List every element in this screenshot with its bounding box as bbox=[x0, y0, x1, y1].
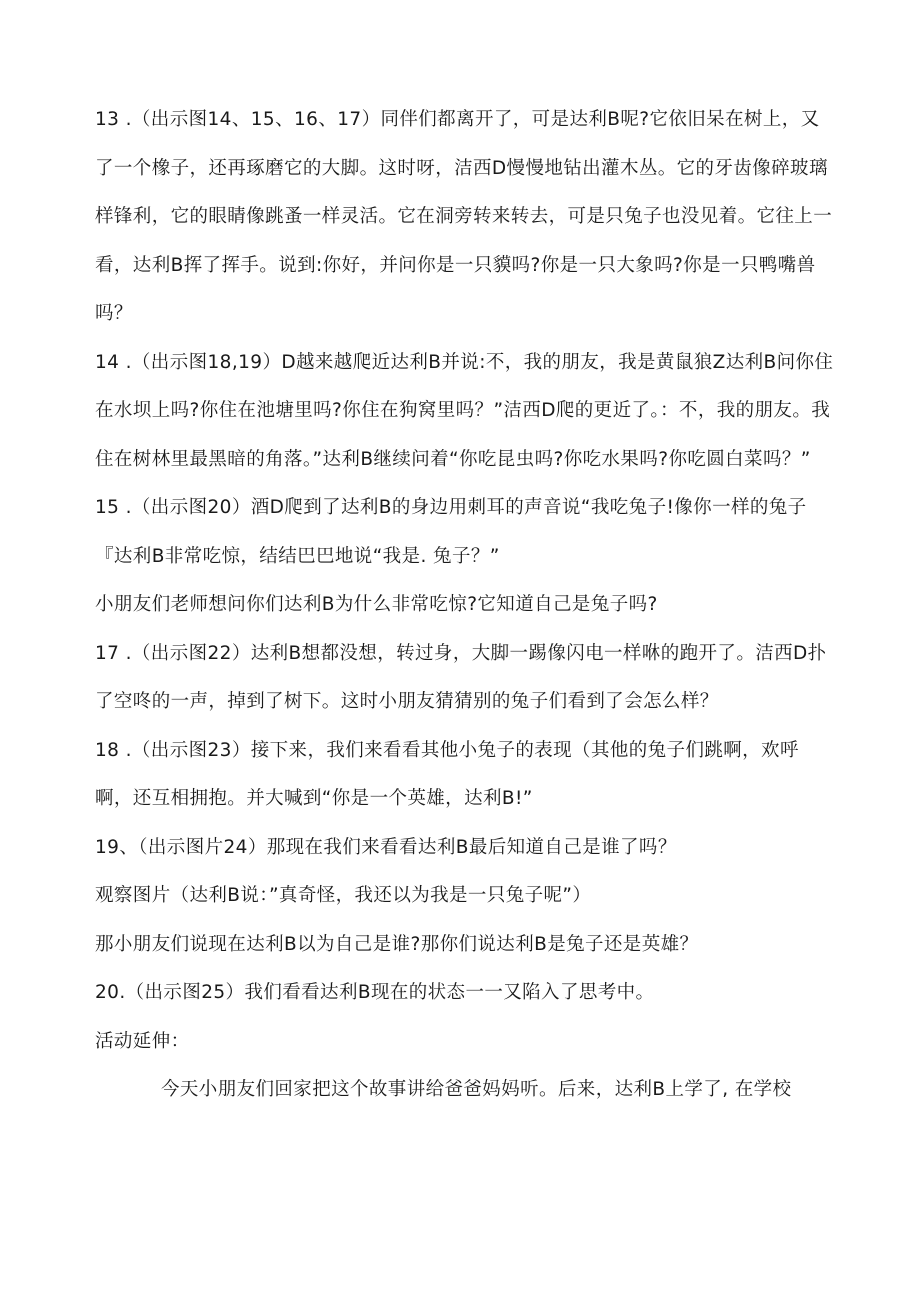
extension-body: 今天小朋友们回家把这个故事讲给爸爸妈妈听。后来，达利B上学了, 在学校 bbox=[161, 1079, 792, 1100]
paragraph-19: 19、（出示图片24）那现在我们来看看达利B最后知道自己是谁了吗？ bbox=[95, 836, 677, 858]
extension-heading: 活动延伸： bbox=[95, 1030, 190, 1052]
paragraph-18: 18 .（出示图23）接下来，我们来看看其他小兔子的表现（其他的兔子们跳啊，欢呼啊，还互相拥抱。并大喊到“你是一个英雄，达利B!” bbox=[95, 739, 799, 809]
paragraph-19-observe: 观察图片（达利B说：”真奇怪，我还以为我是一只兔子呢”） bbox=[95, 885, 592, 906]
paragraph-20: 20.（出示图25）我们看看达利B现在的状态一一又陷入了思考中。 bbox=[95, 982, 655, 1003]
paragraph-19-question: 那小朋友们说现在达利B以为自己是谁?那你们说达利B是兔子还是英雄？ bbox=[95, 933, 699, 955]
paragraph-17: 17 .（出示图22）达利B想都没想，转过身，大脚一踢像闪电一样咻的跑开了。洁西D扑了空咚的一声，掉到了树下。这时小朋友猜猜别的兔子们看到了会怎么样？ bbox=[95, 642, 827, 712]
document-body bbox=[95, 96, 835, 1115]
paragraph-13: 13 .（出示图14、15、16、17）同伴们都离开了，可是达利B呢?它依旧呆在树上，又了一个橡子，还再琢磨它的大脚。这时呀，洁西D慢慢地钻出灌木丛。它的牙齿像碎玻璃样锋利，它的眼睛像跳蚤一样灵活。它在洞旁转来转去，可是只兔子也没见着。它往上一看，达利B挥了挥手。说到:你好，并问你是一只貘吗?你是一只大象吗?你是一只鸭嘴兽吗？ bbox=[95, 109, 833, 324]
paragraph-15: 15 .（出示图20）酒D爬到了达利B的身边用刺耳的声音说“我吃兔子!像你一样的兔子『达利B非常吃惊，结结巴巴地说“我是. 兔子？” bbox=[95, 497, 807, 567]
paragraph-15-question: 小朋友们老师想问你们达利B为什么非常吃惊?它知道自己是兔子吗? bbox=[95, 594, 658, 615]
paragraph-14: 14 .（出示图18,19）D越来越爬近达利B并说:不，我的朋友，我是黄鼠狼Z达利B问你住在水坝上吗?你住在池塘里吗?你住在狗窝里吗？”洁西D爬的更近了。：不，我的朋友。我住在树林里最黑暗的角落。”达利B继续问着“你吃昆虫吗?你吃水果吗?你吃圆白菜吗？” bbox=[95, 351, 834, 470]
